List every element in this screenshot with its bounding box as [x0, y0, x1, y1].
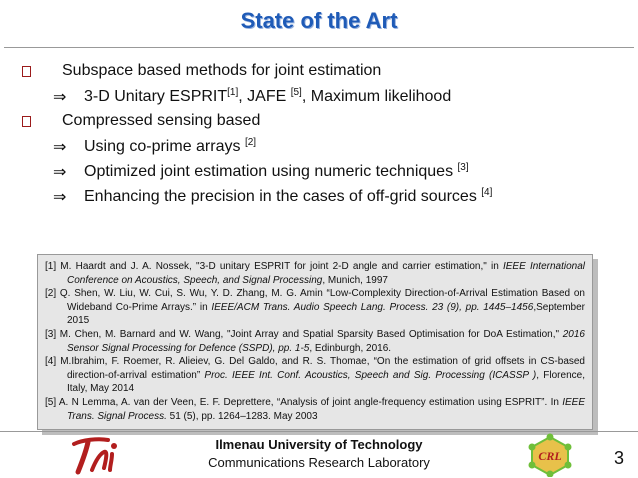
sub-bullet-item	[22, 187, 622, 212]
square-bullet-icon	[22, 116, 31, 127]
sub-bullet-text: , Maximum likelihood	[301, 88, 452, 105]
reference-entry	[45, 396, 585, 423]
sub-bullet-item	[22, 162, 622, 187]
bullet-text: Subspace based methods for joint estimation	[62, 62, 382, 79]
sub-bullet-text: Optimized joint estimation using numeric techniques	[84, 163, 458, 180]
bullet-item	[22, 62, 622, 87]
reference-entry	[45, 287, 585, 328]
title-divider	[4, 47, 634, 48]
slide-title: State of the Art	[240, 8, 398, 33]
sub-bullet-item	[22, 137, 622, 162]
reference-entry	[45, 355, 585, 396]
implies-arrow-icon: ⇒	[53, 89, 67, 106]
page-number: 3	[613, 448, 624, 468]
references-box	[37, 254, 593, 430]
lab-name: Communications Research Laboratory	[208, 455, 430, 470]
sub-bullet-item	[22, 87, 622, 112]
reference-text: , Edinburgh, 2016.	[309, 342, 392, 354]
crl-logo	[526, 433, 574, 477]
footer-divider	[0, 431, 638, 432]
bullet-item	[22, 112, 622, 137]
reference-entry	[45, 260, 585, 287]
reference-venue: IEEE/ACM Trans. Audio Speech Lang. Process. 23 (9), pp. 1445–1456	[211, 301, 534, 313]
citation: [3]	[457, 162, 469, 173]
university-name: Ilmenau University of Technology	[215, 437, 423, 452]
reference-text: [2] Q. Shen, W. Liu, W. Cui, S. Wu, Y. D. Zhang, M. G. Amin “Low-Complexity Direction-of-Arrival Estimation Based on Wideband Co-Prime Arrays.” in	[45, 288, 585, 313]
reference-text: ,September 2015	[67, 301, 586, 327]
reference-text: 51 (5), pp. 1264–1283. May 2003	[166, 410, 318, 422]
crl-logo-text: CRL	[538, 449, 562, 463]
citation: [4]	[481, 187, 493, 198]
reference-venue: 2016 Sensor Signal Processing for Defence (SSPD), pp. 1-5	[67, 328, 585, 354]
bullet-list	[22, 62, 622, 212]
reference-venue: IEEE Trans. Signal Process.	[67, 396, 585, 422]
implies-arrow-icon: ⇒	[53, 189, 67, 206]
sub-bullet-text: , JAFE	[238, 88, 291, 105]
citation: [1]	[227, 87, 239, 98]
implies-arrow-icon: ⇒	[53, 164, 67, 181]
reference-text: , Florence, Italy, May 2014	[67, 369, 585, 395]
reference-text: [1] M. Haardt and J. A. Nossek, "3-D unitary ESPRIT for joint 2-D angle and carrier estimation," in	[45, 261, 503, 272]
citation: [2]	[244, 137, 257, 148]
reference-text: [3] M. Chen, M. Barnard and W. Wang, "Joint Array and Spatial Sparsity Based Optimisation for DoA Estimation,"	[45, 328, 563, 340]
reference-text: , Munich, 1997	[322, 274, 388, 286]
bullet-text: Compressed sensing based	[62, 112, 261, 129]
square-bullet-icon	[22, 66, 31, 77]
reference-venue: Proc. IEEE Int. Conf. Acoustics, Speech and Sig. Processing (ICASSP )	[204, 369, 537, 381]
sub-bullet-text: Using co-prime arrays	[84, 138, 245, 155]
reference-venue: IEEE International Conference on Acoustics, Speech, and Signal Processing	[67, 261, 585, 286]
reference-entry	[45, 328, 585, 355]
reference-text: [5] A. N Lemma, A. van der Veen, E. F. Deprettere, “Analysis of joint angle-frequency estimation using ESPRIT”. In	[45, 396, 563, 408]
reference-text: [4] M.Ibrahim, F. Roemer, R. Alieiev, G. Del Galdo, and R. S. Thomae, “On the estimation of grid offsets in CS-based direction-of-arrival estimation”	[45, 356, 585, 381]
citation: [5]	[290, 87, 302, 98]
sub-bullet-text: 3-D Unitary ESPRIT	[84, 88, 228, 105]
implies-arrow-icon: ⇒	[53, 139, 67, 156]
sub-bullet-text: Enhancing the precision in the cases of off-grid sources	[84, 188, 482, 205]
